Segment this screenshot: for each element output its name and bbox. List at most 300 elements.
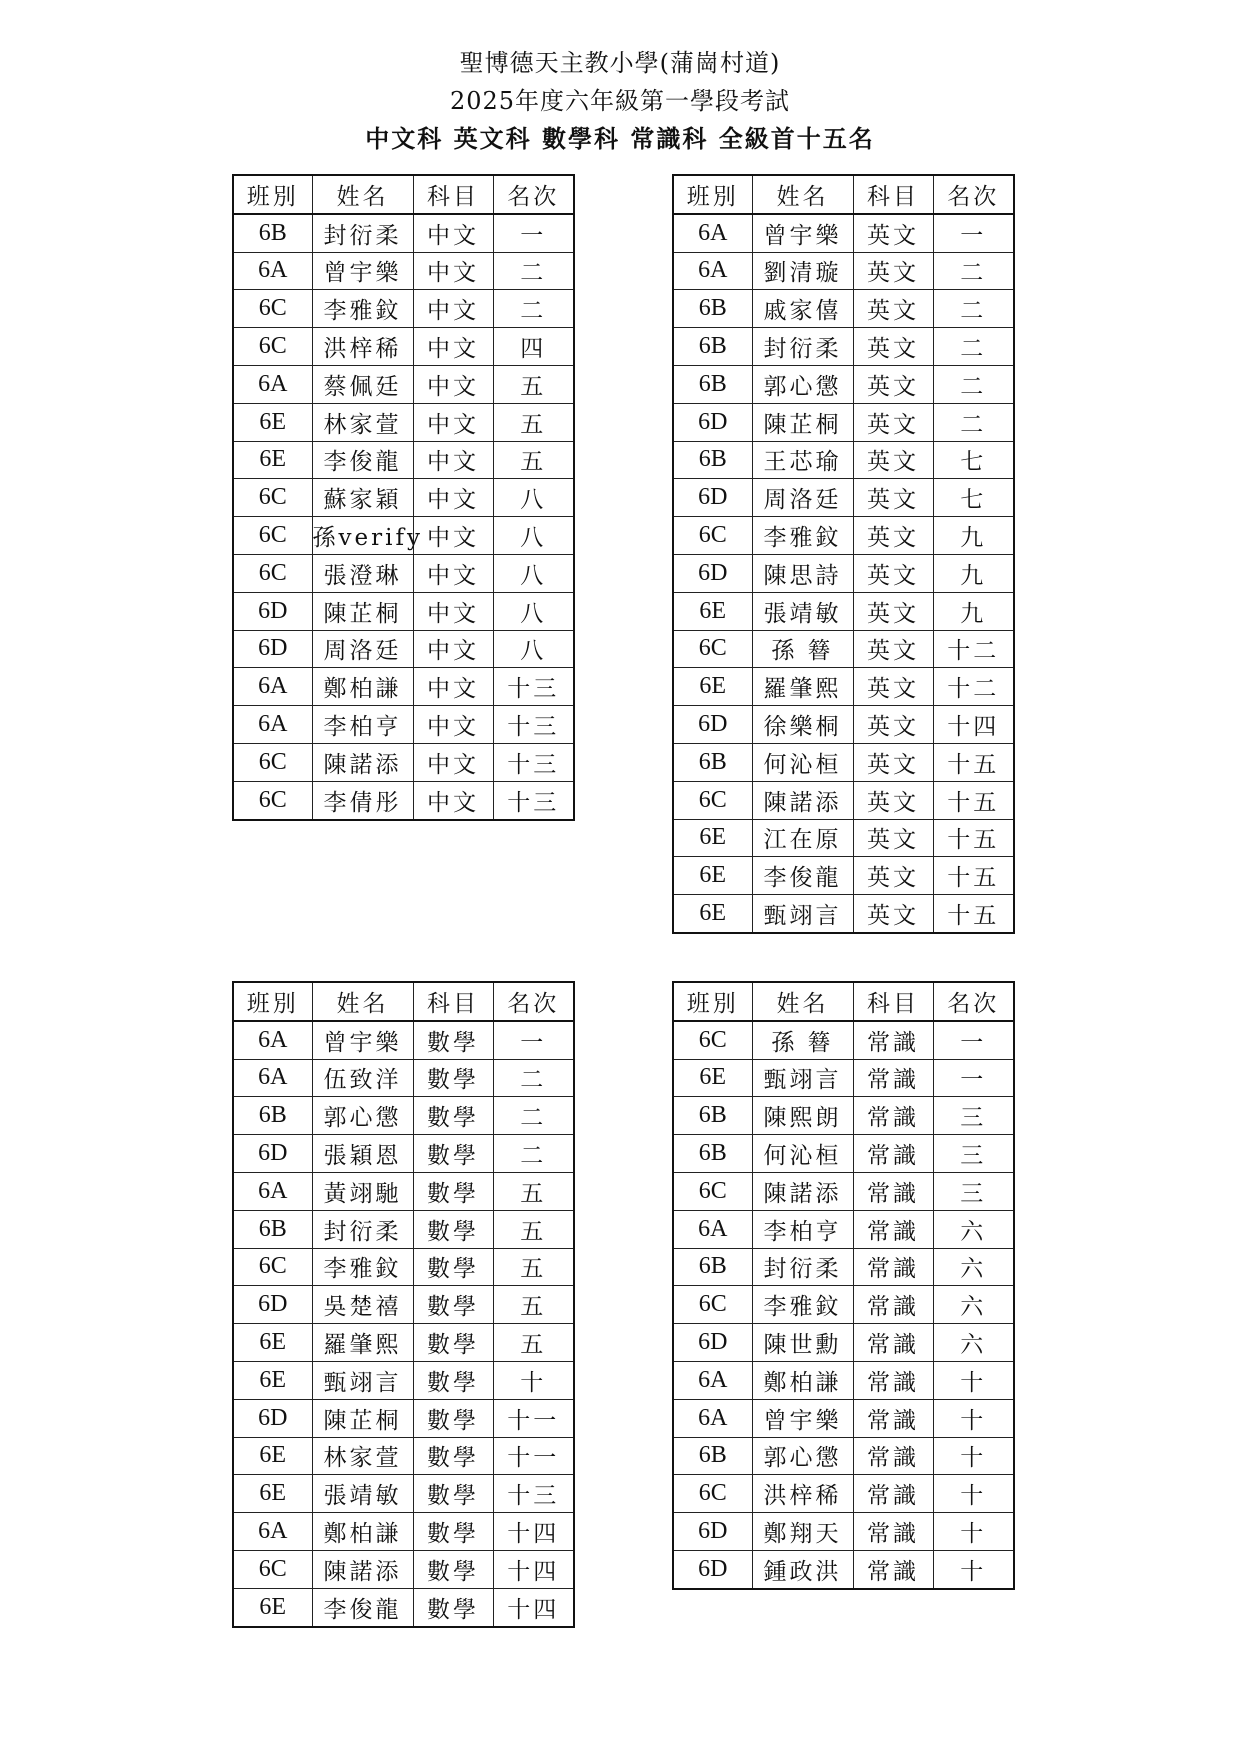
col-header-rank: 名次 — [933, 175, 1014, 214]
rank-cell: 十 — [493, 1361, 574, 1399]
student-name-cell: 張澄琳 — [312, 554, 413, 592]
rank-cell: 八 — [493, 592, 574, 630]
subject-cell: 常識 — [853, 1550, 933, 1588]
student-name-cell: 王芯瑜 — [752, 441, 853, 479]
class-cell: 6B — [233, 1210, 312, 1248]
table-header-row — [233, 175, 574, 214]
subject-cell: 常識 — [853, 1361, 933, 1399]
table-row — [233, 668, 574, 706]
class-cell: 6D — [233, 1286, 312, 1324]
student-name-cell: 李俊龍 — [312, 1588, 413, 1626]
table-row — [673, 743, 1014, 781]
class-cell: 6E — [233, 1437, 312, 1475]
class-cell: 6D — [673, 706, 752, 744]
general-studies-ranking-table — [672, 981, 1015, 1590]
subject-cell: 中文 — [413, 214, 493, 252]
class-cell: 6B — [233, 1097, 312, 1135]
subject-cell: 數學 — [413, 1513, 493, 1551]
subject-cell: 數學 — [413, 1097, 493, 1135]
student-name-cell: 甄翊言 — [312, 1361, 413, 1399]
rank-cell: 十 — [933, 1399, 1014, 1437]
rank-cell: 五 — [493, 441, 574, 479]
rank-cell: 十 — [933, 1475, 1014, 1513]
rank-cell: 八 — [493, 517, 574, 555]
class-cell: 6D — [673, 554, 752, 592]
rank-cell: 三 — [933, 1135, 1014, 1173]
subject-cell: 數學 — [413, 1059, 493, 1097]
rank-cell: 二 — [493, 290, 574, 328]
col-header-subject: 科目 — [853, 982, 933, 1021]
subject-cell: 常識 — [853, 1324, 933, 1362]
class-cell: 6A — [233, 1059, 312, 1097]
rank-cell: 六 — [933, 1248, 1014, 1286]
class-cell: 6A — [673, 1210, 752, 1248]
class-cell: 6E — [673, 819, 752, 857]
subject-cell: 數學 — [413, 1399, 493, 1437]
student-name-cell: 蔡佩廷 — [312, 365, 413, 403]
table-row — [233, 1172, 574, 1210]
table-row — [233, 554, 574, 592]
class-cell: 6D — [673, 403, 752, 441]
rank-cell: 三 — [933, 1172, 1014, 1210]
subject-cell: 英文 — [853, 214, 933, 252]
class-cell: 6A — [233, 1021, 312, 1059]
class-cell: 6D — [233, 630, 312, 668]
class-cell: 6C — [673, 1172, 752, 1210]
subject-cell: 常識 — [853, 1210, 933, 1248]
chinese-ranking-table — [232, 174, 575, 821]
subject-cell: 數學 — [413, 1324, 493, 1362]
class-cell: 6B — [673, 743, 752, 781]
rank-cell: 一 — [933, 214, 1014, 252]
class-cell: 6D — [673, 1513, 752, 1551]
rank-cell: 二 — [933, 365, 1014, 403]
rank-cell: 九 — [933, 517, 1014, 555]
student-name-cell: 蘇家穎 — [312, 479, 413, 517]
subject-cell: 英文 — [853, 328, 933, 366]
rank-cell: 一 — [933, 1059, 1014, 1097]
subject-cell: 數學 — [413, 1210, 493, 1248]
subject-cell: 常識 — [853, 1475, 933, 1513]
class-cell: 6C — [233, 554, 312, 592]
student-name-cell: 江在原 — [752, 819, 853, 857]
class-cell: 6A — [233, 1513, 312, 1551]
subject-cell: 英文 — [853, 403, 933, 441]
student-name-cell: 陳諾添 — [312, 1550, 413, 1588]
table-row — [673, 592, 1014, 630]
table-row — [233, 1135, 574, 1173]
subject-cell: 中文 — [413, 668, 493, 706]
class-cell: 6D — [673, 1550, 752, 1588]
class-cell: 6A — [233, 365, 312, 403]
subject-cell: 英文 — [853, 857, 933, 895]
student-name-cell: 何沁桓 — [752, 743, 853, 781]
subject-cell: 數學 — [413, 1248, 493, 1286]
rank-cell: 二 — [933, 328, 1014, 366]
student-name-cell: 鄭翔天 — [752, 1513, 853, 1551]
student-name-cell: 林家萱 — [312, 403, 413, 441]
rank-cell: 十三 — [493, 706, 574, 744]
table-row — [673, 479, 1014, 517]
subject-cell: 數學 — [413, 1361, 493, 1399]
rank-cell: 七 — [933, 441, 1014, 479]
student-name-cell: 戚家僖 — [752, 290, 853, 328]
table-row — [673, 441, 1014, 479]
class-cell: 6D — [673, 479, 752, 517]
student-name-cell: 陳諾添 — [312, 743, 413, 781]
col-header-class: 班別 — [673, 982, 752, 1021]
col-header-rank: 名次 — [493, 175, 574, 214]
class-cell: 6D — [233, 1399, 312, 1437]
class-cell: 6D — [673, 1324, 752, 1362]
subject-cell: 常識 — [853, 1399, 933, 1437]
rank-cell: 五 — [493, 365, 574, 403]
student-name-cell: 鄭柏謙 — [312, 1513, 413, 1551]
student-name-cell: 鄭柏謙 — [752, 1361, 853, 1399]
student-name-cell: 李柏亨 — [752, 1210, 853, 1248]
class-cell: 6E — [233, 403, 312, 441]
rank-cell: 十三 — [493, 781, 574, 819]
table-row — [673, 1475, 1014, 1513]
subject-cell: 英文 — [853, 819, 933, 857]
class-cell: 6A — [233, 706, 312, 744]
student-name-cell: 洪梓稀 — [312, 328, 413, 366]
col-header-rank: 名次 — [493, 982, 574, 1021]
student-name-cell: 羅肇熙 — [752, 668, 853, 706]
subject-cell: 中文 — [413, 630, 493, 668]
class-cell: 6E — [673, 592, 752, 630]
col-header-subject: 科目 — [853, 175, 933, 214]
table-row — [233, 630, 574, 668]
rank-cell: 十五 — [933, 819, 1014, 857]
table-row — [673, 328, 1014, 366]
table-row — [233, 706, 574, 744]
rank-cell: 五 — [493, 1286, 574, 1324]
table-row — [673, 895, 1014, 933]
rank-cell: 十一 — [493, 1437, 574, 1475]
rank-cell: 二 — [933, 290, 1014, 328]
class-cell: 6A — [233, 668, 312, 706]
table-row — [673, 1324, 1014, 1362]
subject-cell: 常識 — [853, 1286, 933, 1324]
table-row — [233, 517, 574, 555]
rank-cell: 六 — [933, 1210, 1014, 1248]
table-row — [673, 1097, 1014, 1135]
rank-cell: 一 — [933, 1021, 1014, 1059]
class-cell: 6C — [673, 781, 752, 819]
class-cell: 6C — [233, 1550, 312, 1588]
rank-cell: 九 — [933, 554, 1014, 592]
student-name-cell: 陳芷桐 — [312, 1399, 413, 1437]
subject-cell: 數學 — [413, 1021, 493, 1059]
rank-cell: 十四 — [493, 1513, 574, 1551]
student-name-cell: 黃翊馳 — [312, 1172, 413, 1210]
table-row — [673, 290, 1014, 328]
class-cell: 6A — [673, 214, 752, 252]
table-row — [233, 743, 574, 781]
subject-cell: 英文 — [853, 365, 933, 403]
table-row — [233, 1361, 574, 1399]
rank-cell: 十四 — [493, 1588, 574, 1626]
subject-cell: 英文 — [853, 441, 933, 479]
student-name-cell: 封衍柔 — [312, 214, 413, 252]
subject-cell: 中文 — [413, 781, 493, 819]
class-cell: 6C — [673, 1286, 752, 1324]
class-cell: 6C — [233, 479, 312, 517]
col-header-subject: 科目 — [413, 175, 493, 214]
student-name-cell: 羅肇熙 — [312, 1324, 413, 1362]
student-name-cell: 李雅鈫 — [312, 290, 413, 328]
subject-cell: 數學 — [413, 1172, 493, 1210]
table-row — [673, 668, 1014, 706]
class-cell: 6A — [673, 1399, 752, 1437]
table-row — [233, 365, 574, 403]
student-name-cell: 孫 簮 — [752, 630, 853, 668]
table-row — [233, 1399, 574, 1437]
student-name-cell: 曾宇樂 — [312, 252, 413, 290]
table-row — [673, 781, 1014, 819]
rank-cell: 一 — [493, 1021, 574, 1059]
class-cell: 6C — [233, 1248, 312, 1286]
table-row — [233, 1210, 574, 1248]
class-cell: 6C — [673, 1021, 752, 1059]
rank-cell: 三 — [933, 1097, 1014, 1135]
subject-cell: 中文 — [413, 554, 493, 592]
rank-cell: 五 — [493, 1210, 574, 1248]
subject-cell: 英文 — [853, 743, 933, 781]
table-row — [233, 1550, 574, 1588]
student-name-cell: 李雅鈫 — [312, 1248, 413, 1286]
rank-cell: 九 — [933, 592, 1014, 630]
class-cell: 6C — [673, 630, 752, 668]
subject-cell: 常識 — [853, 1021, 933, 1059]
class-cell: 6B — [673, 1097, 752, 1135]
table-row — [233, 290, 574, 328]
class-cell: 6B — [673, 1437, 752, 1475]
student-name-cell: 張靖敏 — [752, 592, 853, 630]
student-name-cell: 陳世勳 — [752, 1324, 853, 1362]
rank-cell: 十四 — [933, 706, 1014, 744]
rank-cell: 二 — [933, 403, 1014, 441]
rank-cell: 十五 — [933, 895, 1014, 933]
rank-cell: 十 — [933, 1437, 1014, 1475]
class-cell: 6C — [673, 517, 752, 555]
rank-cell: 六 — [933, 1286, 1014, 1324]
student-name-cell: 陳熙朗 — [752, 1097, 853, 1135]
student-name-cell: 吳楚禧 — [312, 1286, 413, 1324]
subject-cell: 中文 — [413, 403, 493, 441]
class-cell: 6A — [673, 1361, 752, 1399]
student-name-cell: 甄翊言 — [752, 895, 853, 933]
rank-cell: 十 — [933, 1513, 1014, 1551]
subject-cell: 中文 — [413, 517, 493, 555]
table-row — [673, 365, 1014, 403]
rank-cell: 八 — [493, 479, 574, 517]
class-cell: 6A — [233, 1172, 312, 1210]
class-cell: 6E — [673, 1059, 752, 1097]
table-header-row — [673, 175, 1014, 214]
table-row — [673, 214, 1014, 252]
rank-cell: 五 — [493, 1172, 574, 1210]
table-row — [233, 252, 574, 290]
table-row — [673, 1135, 1014, 1173]
table-row — [673, 1437, 1014, 1475]
class-cell: 6E — [233, 1324, 312, 1362]
rank-cell: 十四 — [493, 1550, 574, 1588]
class-cell: 6B — [673, 441, 752, 479]
student-name-cell: 徐樂桐 — [752, 706, 853, 744]
subject-cell: 英文 — [853, 781, 933, 819]
table-row — [673, 1286, 1014, 1324]
table-row — [233, 1475, 574, 1513]
table-row — [673, 403, 1014, 441]
rank-cell: 二 — [493, 1059, 574, 1097]
table-row — [233, 1437, 574, 1475]
table-row — [233, 1248, 574, 1286]
table-row — [233, 592, 574, 630]
student-name-cell: 郭心懲 — [752, 365, 853, 403]
rank-cell: 十五 — [933, 743, 1014, 781]
rank-cell: 十三 — [493, 743, 574, 781]
student-name-cell: 周洛廷 — [312, 630, 413, 668]
rank-cell: 十二 — [933, 668, 1014, 706]
subject-cell: 常識 — [853, 1097, 933, 1135]
table-row — [673, 1513, 1014, 1551]
col-header-subject: 科目 — [413, 982, 493, 1021]
rank-cell: 二 — [493, 252, 574, 290]
class-cell: 6E — [673, 895, 752, 933]
rank-cell: 五 — [493, 1248, 574, 1286]
school-name: 聖博德天主教小學(蒲崗村道) — [459, 49, 781, 77]
student-name-cell: 李柏亨 — [312, 706, 413, 744]
student-name-cell: 洪梓稀 — [752, 1475, 853, 1513]
rank-cell: 四 — [493, 328, 574, 366]
subject-cell: 常識 — [853, 1248, 933, 1286]
table-row — [673, 1399, 1014, 1437]
student-name-cell: 陳芷桐 — [752, 403, 853, 441]
col-header-class: 班別 — [233, 175, 312, 214]
subject-cell: 中文 — [413, 328, 493, 366]
ranking-title: 中文科 英文科 數學科 常識科 全級首十五名 — [365, 124, 875, 153]
subject-cell: 數學 — [413, 1135, 493, 1173]
rank-cell: 十 — [933, 1550, 1014, 1588]
subject-cell: 數學 — [413, 1550, 493, 1588]
subject-cell: 英文 — [853, 252, 933, 290]
table-row — [673, 706, 1014, 744]
rank-cell: 一 — [493, 214, 574, 252]
student-name-cell: 周洛廷 — [752, 479, 853, 517]
class-cell: 6C — [233, 781, 312, 819]
class-cell: 6C — [233, 328, 312, 366]
rank-cell: 八 — [493, 630, 574, 668]
student-name-cell: 曾宇樂 — [752, 1399, 853, 1437]
student-name-cell: 鍾政洪 — [752, 1550, 853, 1588]
subject-cell: 英文 — [853, 668, 933, 706]
subject-cell: 常識 — [853, 1172, 933, 1210]
subject-cell: 中文 — [413, 252, 493, 290]
subject-cell: 數學 — [413, 1286, 493, 1324]
class-cell: 6E — [673, 668, 752, 706]
subject-cell: 英文 — [853, 895, 933, 933]
table-row — [233, 328, 574, 366]
rank-cell: 二 — [493, 1097, 574, 1135]
student-name-cell: 何沁桓 — [752, 1135, 853, 1173]
subject-cell: 中文 — [413, 441, 493, 479]
student-name-cell: 李俊龍 — [312, 441, 413, 479]
subject-cell: 中文 — [413, 479, 493, 517]
table-row — [673, 1550, 1014, 1588]
subject-cell: 英文 — [853, 592, 933, 630]
student-name-cell: 甄翊言 — [752, 1059, 853, 1097]
subject-cell: 常識 — [853, 1513, 933, 1551]
table-row — [233, 1286, 574, 1324]
table-row — [673, 1172, 1014, 1210]
col-header-rank: 名次 — [933, 982, 1014, 1021]
student-name-cell: 李俊龍 — [752, 857, 853, 895]
table-row — [673, 630, 1014, 668]
table-row — [673, 517, 1014, 555]
class-cell: 6B — [233, 214, 312, 252]
col-header-name: 姓名 — [312, 175, 413, 214]
subject-cell: 常識 — [853, 1437, 933, 1475]
class-cell: 6E — [233, 1475, 312, 1513]
rank-cell: 十五 — [933, 857, 1014, 895]
subject-cell: 英文 — [853, 517, 933, 555]
student-name-cell: 曾宇樂 — [752, 214, 853, 252]
document-header — [0, 44, 1240, 158]
student-name-cell: 孫verify — [312, 517, 413, 555]
subject-cell: 中文 — [413, 706, 493, 744]
subject-cell: 中文 — [413, 592, 493, 630]
table-row — [673, 1361, 1014, 1399]
subject-cell: 數學 — [413, 1588, 493, 1626]
col-header-name: 姓名 — [312, 982, 413, 1021]
table-header-row — [233, 982, 574, 1021]
subject-cell: 常識 — [853, 1135, 933, 1173]
table-row — [233, 1059, 574, 1097]
rank-cell: 十三 — [493, 1475, 574, 1513]
class-cell: 6B — [673, 1135, 752, 1173]
table-row — [233, 441, 574, 479]
subject-cell: 英文 — [853, 630, 933, 668]
class-cell: 6A — [673, 252, 752, 290]
class-cell: 6D — [233, 1135, 312, 1173]
student-name-cell: 郭心懲 — [752, 1437, 853, 1475]
class-cell: 6C — [233, 290, 312, 328]
table-row — [233, 1021, 574, 1059]
student-name-cell: 孫 簮 — [752, 1021, 853, 1059]
rank-cell: 五 — [493, 1324, 574, 1362]
student-name-cell: 李倩彤 — [312, 781, 413, 819]
table-row — [673, 1248, 1014, 1286]
student-name-cell: 李雅鈫 — [752, 517, 853, 555]
student-name-cell: 陳芷桐 — [312, 592, 413, 630]
student-name-cell: 李雅鈫 — [752, 1286, 853, 1324]
math-ranking-table — [232, 981, 575, 1628]
table-row — [673, 554, 1014, 592]
exam-title: 2025年度六年級第一學段考試 — [449, 87, 791, 115]
student-name-cell: 封衍柔 — [752, 1248, 853, 1286]
class-cell: 6B — [673, 1248, 752, 1286]
student-name-cell: 伍致洋 — [312, 1059, 413, 1097]
student-name-cell: 封衍柔 — [312, 1210, 413, 1248]
rank-cell: 十一 — [493, 1399, 574, 1437]
table-row — [233, 1588, 574, 1626]
student-name-cell: 林家萱 — [312, 1437, 413, 1475]
col-header-name: 姓名 — [752, 982, 853, 1021]
rank-cell: 五 — [493, 403, 574, 441]
table-row — [673, 1210, 1014, 1248]
